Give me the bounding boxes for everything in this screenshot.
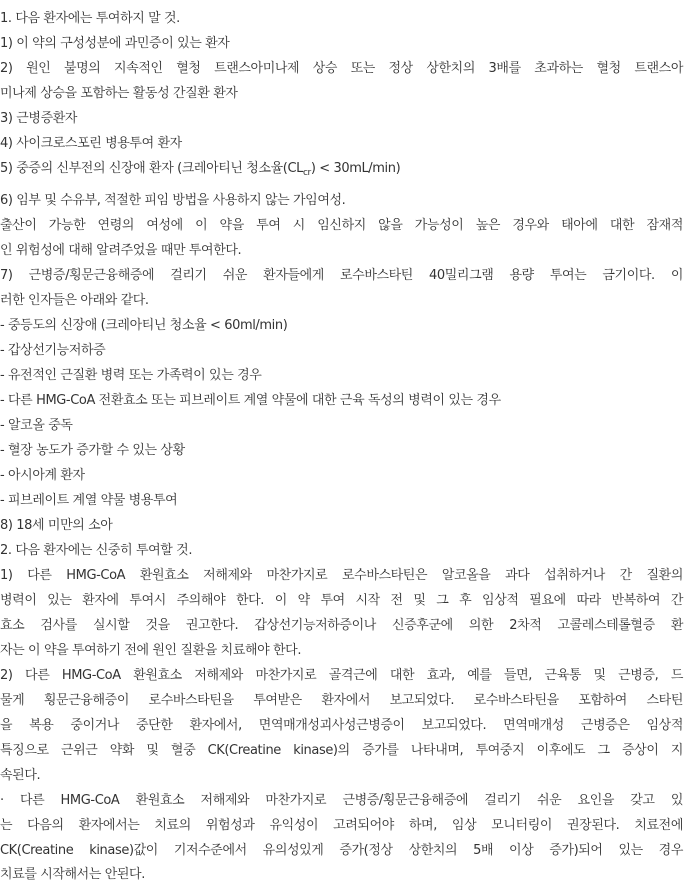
text-line: 4) 사이크로스포린 병용투여 환자: [0, 136, 182, 151]
text-segment: ) < 30mL/min): [310, 161, 401, 176]
text-line: 러한 인자들은 아래와 같다.: [0, 293, 149, 308]
section-2-heading: 2. 다음 환자에는 신중히 투여할 것.: [0, 543, 193, 558]
text-line: 자는 이 약을 투여하기 전에 원인 질환을 치료해야 한다.: [0, 643, 302, 658]
list-item: - 다른 HMG-CoA 전환효소 또는 피브레이트 계열 약물에 대한 근육 독성의 병력이 있는 경우: [0, 393, 501, 408]
text-line: 는 다음의 환자에서는 치료의 위험성과 유익성이 고려되어야 하며, 임상 모니터링이 권장된다. 치료전에: [0, 818, 683, 833]
text-line: 2) 원인 불명의 지속적인 혈청 트랜스아미나제 상승 또는 정상 상한치의 3배를 초과하는 혈청 트랜스아: [0, 61, 683, 76]
list-item: - 혈장 농도가 증가할 수 있는 상황: [0, 443, 185, 458]
text-line: 6) 임부 및 수유부, 적절한 피임 방법을 사용하지 않는 가임여성.: [0, 193, 346, 208]
text-line: CK(Creatine kinase)값이 기저수준에서 유의성있게 증가(정상 상한치의 5배 이상 증가)되어 있는 경우: [0, 843, 683, 858]
text-line: 2) 다른 HMG-CoA 환원효소 저해제와 마찬가지로 골격근에 대한 효과, 예를 들면, 근육통 및 근병증, 드: [0, 668, 683, 683]
list-item: - 중등도의 신장애 (크레아티닌 청소율 < 60ml/min): [0, 318, 288, 333]
text-line-renal: [0, 160, 691, 178]
list-item: - 알코올 중독: [0, 418, 73, 433]
text-line: 출산이 가능한 연령의 여성에 이 약을 투여 시 임신하지 않을 가능성이 높은 경우와 태아에 대한 잠재적: [0, 218, 683, 233]
text-line: 물게 횡문근융해증이 로수바스타틴을 투여받은 환자에서 보고되었다. 로수바스타틴을 포함하여 스타틴: [0, 693, 683, 708]
text-line: 7) 근병증/횡문근융해증에 걸리기 쉬운 환자들에게 로수바스타틴 40밀리그램 용량 투여는 금기이다. 이: [0, 268, 683, 283]
list-item: - 갑상선기능저하증: [0, 343, 106, 358]
text-line: 인 위험성에 대해 알려주었을 때만 투여한다.: [0, 243, 242, 258]
text-line: 효소 검사를 실시할 것을 권고한다. 갑상선기능저하증이나 신증후군에 의한 2차적 고콜레스테롤혈증 환: [0, 618, 683, 633]
text-line: 치료를 시작해서는 안된다.: [0, 867, 145, 882]
section-1-heading: 1. 다음 환자에는 투여하지 말 것.: [0, 11, 180, 26]
subscript-cr: cr: [302, 168, 311, 178]
list-item: - 유전적인 근질환 병력 또는 가족력이 있는 경우: [0, 368, 262, 383]
text-line: 미나제 상승을 포함하는 활동성 간질환 환자: [0, 86, 238, 101]
text-line: 을 복용 중이거나 중단한 환자에서, 면역매개성괴사성근병증이 보고되었다. 면역매개성 근병증은 임상적: [0, 718, 683, 733]
text-line: 1) 이 약의 구성성분에 과민증이 있는 환자: [0, 36, 230, 51]
text-line: 1) 다른 HMG-CoA 환원효소 저해제와 마찬가지로 로수바스타틴은 알코올을 과다 섭취하거나 간 질환의: [0, 568, 683, 583]
text-line: 특징으로 근위근 약화 및 혈중 CK(Creatine kinase)의 증가를 나타내며, 투여중지 이후에도 그 증상이 지: [0, 743, 683, 758]
text-line: 8) 18세 미만의 소아: [0, 518, 113, 533]
text-line: 속된다.: [0, 768, 41, 783]
text-line: 병력이 있는 환자에 투여시 주의해야 한다. 이 약 투여 시작 전 및 그 후 임상적 필요에 따라 반복하여 간: [0, 593, 683, 608]
text-line: 3) 근병증환자: [0, 111, 78, 126]
list-item: - 피브레이트 계열 약물 병용투여: [0, 493, 178, 508]
text-segment: 5) 중증의 신부전의 신장애 환자 (크레아티닌 청소율(CL: [0, 161, 303, 176]
bullet-item: · 다른 HMG-CoA 환원효소 저해제와 마찬가지로 근병증/횡문근융해증에 걸리기 쉬운 요인을 갖고 있: [0, 793, 683, 808]
list-item: - 아시아계 환자: [0, 468, 85, 483]
